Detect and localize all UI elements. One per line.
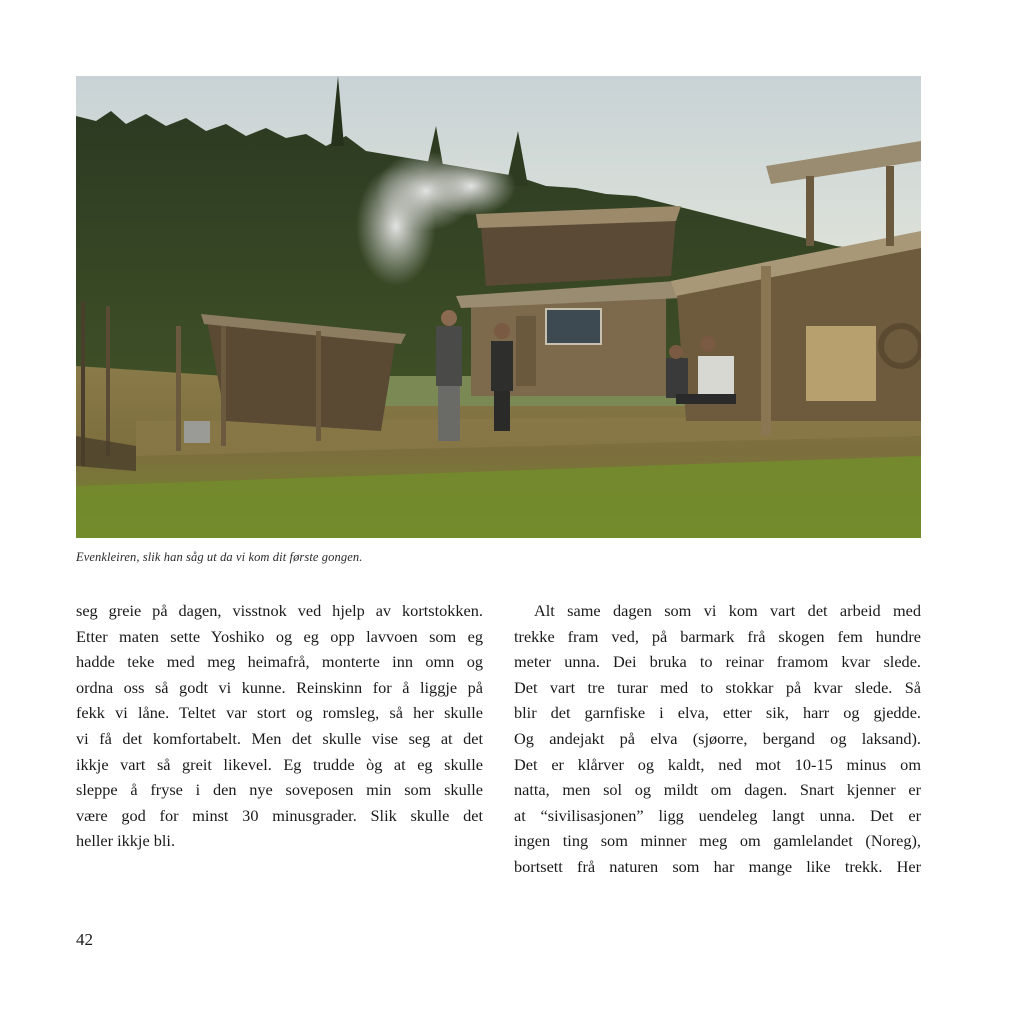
- left-text-column: [76, 598, 483, 854]
- text-line: Det vart tre turar med to stokkar på kvar slede. Så: [514, 677, 921, 697]
- text-line: Alt same dagen som vi kom vart det arbeid med: [534, 601, 921, 620]
- camp-scene-illustration: [76, 76, 921, 538]
- text-line: trekke fram ved, på barmark frå skogen fem hundre: [514, 626, 921, 646]
- text-line: fekk vi låne. Teltet var stort og romsleg, så her skulle: [76, 703, 483, 723]
- text-line: vi få det komfortabelt. Men det skulle vise seg at det: [76, 728, 483, 748]
- text-line: at “sivilisasjonen” ligg uendeleg langt unna. Det er: [514, 805, 921, 825]
- text-line: ingen ting som minner meg om gamlelandet (Noreg),: [514, 831, 921, 851]
- page-number: 42: [76, 930, 93, 949]
- text-line: ikkje vart så greit likevel. Eg trudde òg at eg skulle: [76, 754, 483, 774]
- photo-caption: Evenkleiren, slik han såg ut da vi kom dit første gongen.: [76, 550, 363, 564]
- text-line: heller ikkje bli.: [76, 831, 176, 851]
- text-line: natta, men sol og mildt om dagen. Snart kjenner er: [514, 780, 921, 800]
- text-line: bortsett frå naturen som har mange like trekk. Her: [514, 856, 921, 876]
- text-line: ordna oss så godt vi kunne. Reinskinn for å liggje på: [76, 677, 483, 697]
- photo-evenk-camp: [76, 76, 921, 538]
- text-line: Etter maten sette Yoshiko og eg opp lavvoen som eg: [76, 626, 483, 646]
- text-line: blir det garnfiske i elva, etter sik, harr og gjedde.: [514, 703, 921, 723]
- text-line: hadde teke med meg heimafrå, monterte inn omn og: [76, 652, 483, 672]
- right-text-column: [514, 598, 921, 880]
- text-line: Og andejakt på elva (sjøorre, bergand og laksand).: [514, 728, 921, 748]
- text-line: seg greie på dagen, visstnok ved hjelp av kortstokken.: [76, 601, 483, 620]
- text-line: sleppe å fryse i den nye soveposen min som skulle: [76, 780, 483, 800]
- text-line: Det er klårver og kaldt, ned mot 10-15 minus om: [514, 754, 921, 774]
- text-line: meter unna. Dei bruka to reinar framom kvar slede.: [514, 652, 921, 672]
- text-line: være god for minst 30 minusgrader. Slik skulle det: [76, 805, 483, 825]
